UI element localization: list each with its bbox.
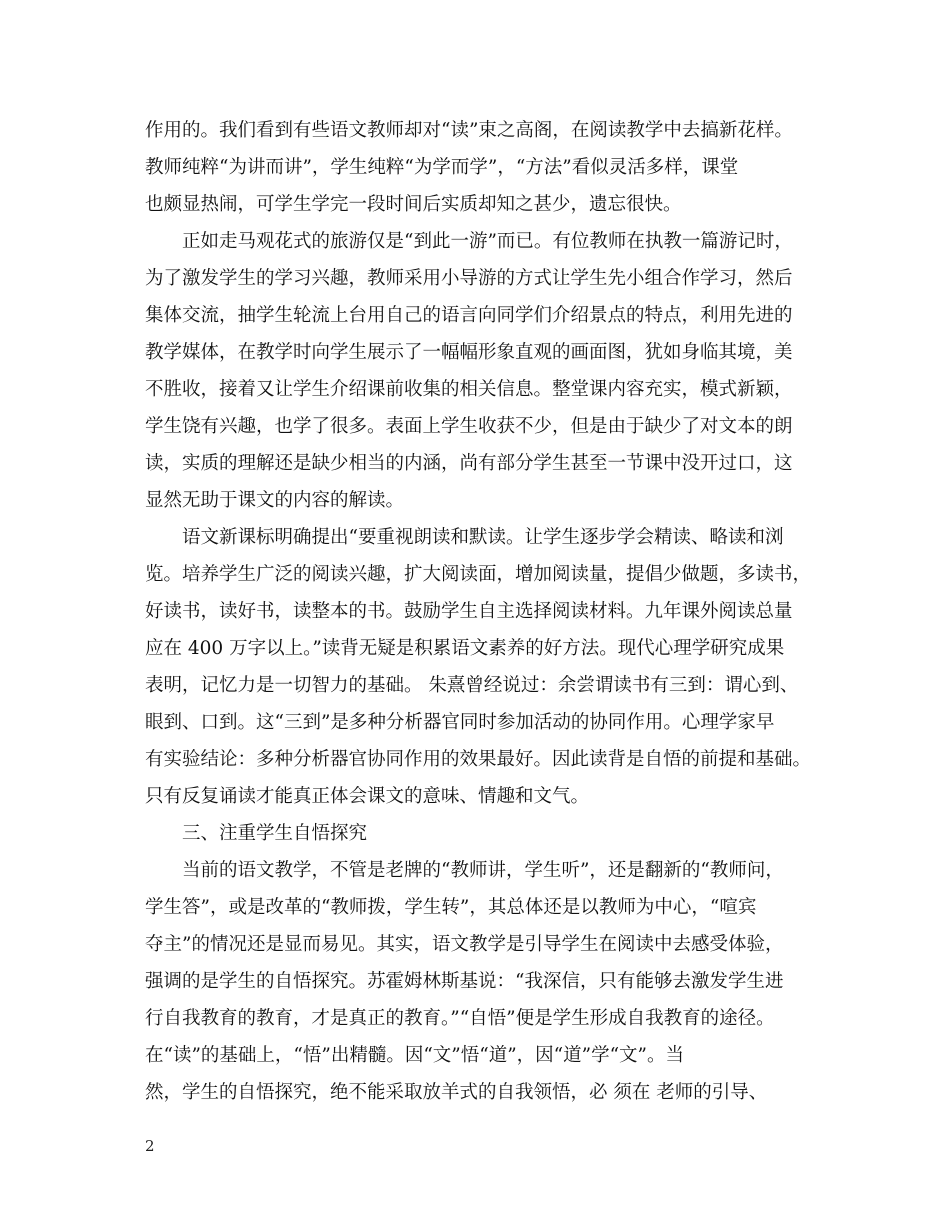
text-line: 学生答”，或是改革的“教师拨，学生转”，其总体还是以教师为中心，“喧宾 xyxy=(145,897,757,918)
text-line: 强调的是学生的自悟探究。苏霍姆林斯基说：“我深信，只有能够去激发学生进 xyxy=(145,971,784,992)
text-line: 好读书，读好书，读整本的书。鼓励学生自主选择阅读材料。九年课外阅读总量 xyxy=(145,601,793,622)
paragraph-first-line: 当前的语文教学，不管是老牌的“教师讲，学生听”，还是翻新的“教师问， xyxy=(182,860,784,881)
text-line: 夺主”的情况还是显而易见。其实，语文教学是引导学生在阅读中去感受体验， xyxy=(145,934,784,955)
text-line: 为了激发学生的学习兴趣，教师采用小导游的方式让学生先小组合作学习，然后 xyxy=(145,268,793,289)
text-line: 教师纯粹“为讲而讲”，学生纯粹“为学而学”，“方法”看似灵活多样，课堂 xyxy=(145,157,739,178)
text-line: 眼到、口到。这“三到”是多种分析器官同时参加活动的协同作用。心理学家早 xyxy=(145,712,775,733)
text-line: 只有反复诵读才能真正体会课文的意味、情趣和文气。 xyxy=(145,786,590,807)
section-heading: 三、注重学生自悟探究 xyxy=(182,823,368,844)
text-line: 应在 400 万字以上。”读背无疑是积累语文素养的好方法。现代心理学研究成果 xyxy=(145,638,785,659)
text-line: 表明，记忆力是一切智力的基础。 朱熹曾经说过：余尝谓读书有三到：谓心到、 xyxy=(145,675,799,696)
text-line: 作用的。我们看到有些语文教师却对“读”束之高阁，在阅读教学中去搞新花样。 xyxy=(145,120,793,141)
text-line: 也颇显热闹，可学生学完一段时间后实质却知之甚少，遗忘很快。 xyxy=(145,194,682,215)
text-line: 显然无助于课文的内容的解读。 xyxy=(145,490,405,511)
paragraph-first-line: 正如走马观花式的旅游仅是“到此一游”而已。有位教师在执教一篇游记时， xyxy=(182,231,793,252)
text-line: 行自我教育的教育，才是真正的教育。”“自悟”便是学生形成自我教育的途径。 xyxy=(145,1008,775,1029)
body-text xyxy=(145,112,815,1111)
page-number: 2 xyxy=(145,1137,155,1155)
text-line: 在“读”的基础上，“悟”出精髓。因“文”悟“道”，因“道”学“文”。当 xyxy=(145,1045,684,1066)
text-line: 读，实质的理解还是缺少相当的内涵，尚有部分学生甚至一节课中没开过口，这 xyxy=(145,453,793,474)
text-line: 览。培养学生广泛的阅读兴趣，扩大阅读面，增加阅读量，提倡少做题，多读书， xyxy=(145,564,812,585)
text-line: 然，学生的自悟探究，绝不能采取放羊式的自我领悟，必 须在 老师的引导、 xyxy=(145,1082,768,1103)
paragraph-first-line: 语文新课标明确提出“要重视朗读和默读。让学生逐步学会精读、略读和浏 xyxy=(182,527,784,548)
text-line: 教学媒体，在教学时向学生展示了一幅幅形象直观的画面图，犹如身临其境，美 xyxy=(145,342,793,363)
text-line: 学生饶有兴趣，也学了很多。表面上学生收获不少，但是由于缺少了对文本的朗 xyxy=(145,416,793,437)
text-line: 集体交流，抽学生轮流上台用自己的语言向同学们介绍景点的特点，利用先进的 xyxy=(145,305,793,326)
text-line: 不胜收，接着又让学生介绍课前收集的相关信息。整堂课内容充实，模式新颖， xyxy=(145,379,793,400)
text-line: 有实验结论：多种分析器官协同作用的效果最好。因此读背是自悟的前提和基础。 xyxy=(145,749,812,770)
